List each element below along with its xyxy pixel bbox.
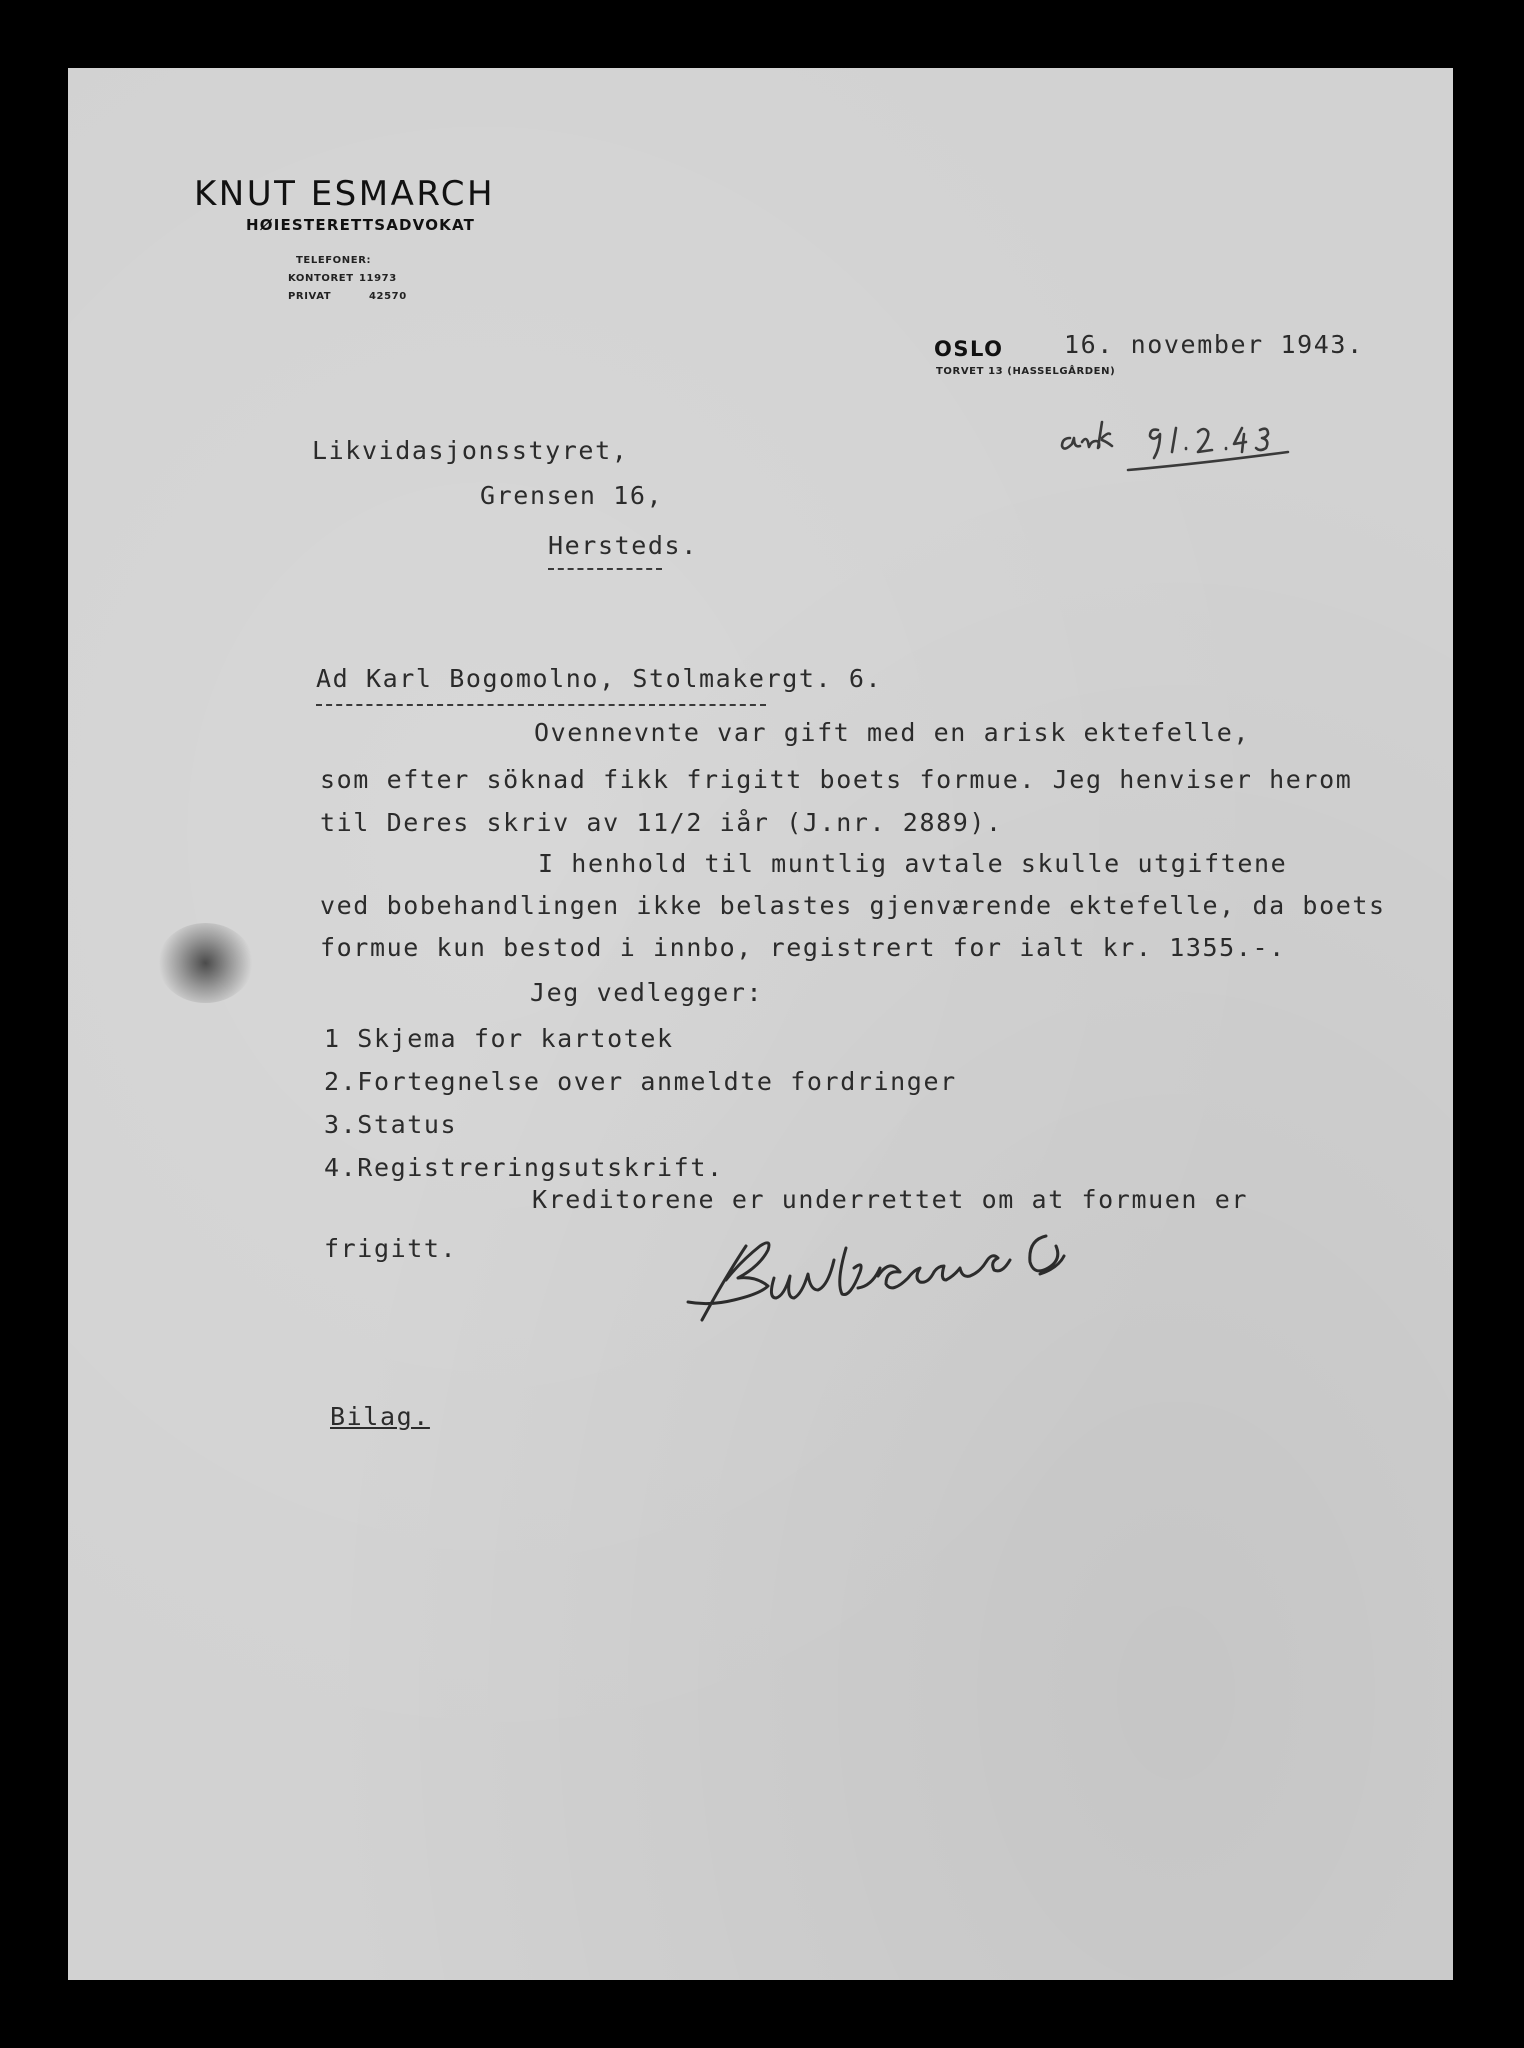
body-paragraph-3-line-1: Kreditorene er underrettet om at formuen er xyxy=(532,1185,1249,1214)
letterhead-address: TORVET 13 (HASSELGÅRDEN) xyxy=(936,366,1116,377)
recipient-line-2: Grensen 16, xyxy=(480,481,664,510)
body-paragraph-1-line-2: som efter söknad fikk frigitt boets formue. Jeg henviser herom xyxy=(320,765,1353,794)
letterhead-city: OSLO xyxy=(934,337,1004,361)
recipient-line-3: Hersteds. xyxy=(548,531,698,560)
subject-line: Ad Karl Bogomolno, Stolmakergt. 6. xyxy=(316,664,883,693)
private-phone-number: 42570 xyxy=(369,291,407,302)
body-paragraph-2-line-2: ved bobehandlingen ikke belastes gjenværende ektefelle, da boets xyxy=(320,891,1386,920)
subject-underline xyxy=(316,704,766,706)
body-paragraph-1-line-3: til Deres skriv av 11/2 iår (J.nr. 2889). xyxy=(320,808,1003,837)
enclosure-item: 3.Status xyxy=(324,1110,458,1139)
enclosure-item: 2.Fortegnelse over anmeldte fordringer xyxy=(324,1067,957,1096)
body-paragraph-2-line-1: I henhold til muntlig avtale skulle utgiftene xyxy=(538,849,1288,878)
signature xyxy=(688,1218,1118,1328)
enclosures-intro: Jeg vedlegger: xyxy=(530,978,764,1007)
letterhead-title: HØIESTERETTSADVOKAT xyxy=(246,216,476,234)
ink-stain xyxy=(158,923,253,1003)
recipient-line-1: Likvidasjonsstyret, xyxy=(312,436,629,465)
handwritten-annotation xyxy=(1058,408,1298,478)
private-phone-label: PRIVAT xyxy=(288,291,332,302)
letter-date: 16. november 1943. xyxy=(1064,330,1364,359)
phones-heading: TELEFONER: xyxy=(296,255,372,266)
body-paragraph-3-line-2: frigitt. xyxy=(324,1234,458,1263)
enclosure-label: Bilag. xyxy=(330,1402,430,1431)
letter-page xyxy=(68,68,1453,1980)
letterhead-name: KNUT ESMARCH xyxy=(194,174,496,214)
body-paragraph-2-line-3: formue kun bestod i innbo, registrert for ialt kr. 1355.-. xyxy=(320,933,1286,962)
body-paragraph-1-line-1: Ovennevnte var gift med en arisk ektefelle, xyxy=(534,718,1251,747)
recipient-underline xyxy=(548,568,662,570)
enclosure-item: 1 Skjema for kartotek xyxy=(324,1024,674,1053)
enclosure-item: 4.Registreringsutskrift. xyxy=(324,1153,724,1182)
office-phone-number: 11973 xyxy=(359,273,397,284)
office-phone-label: KONTORET xyxy=(288,273,354,284)
